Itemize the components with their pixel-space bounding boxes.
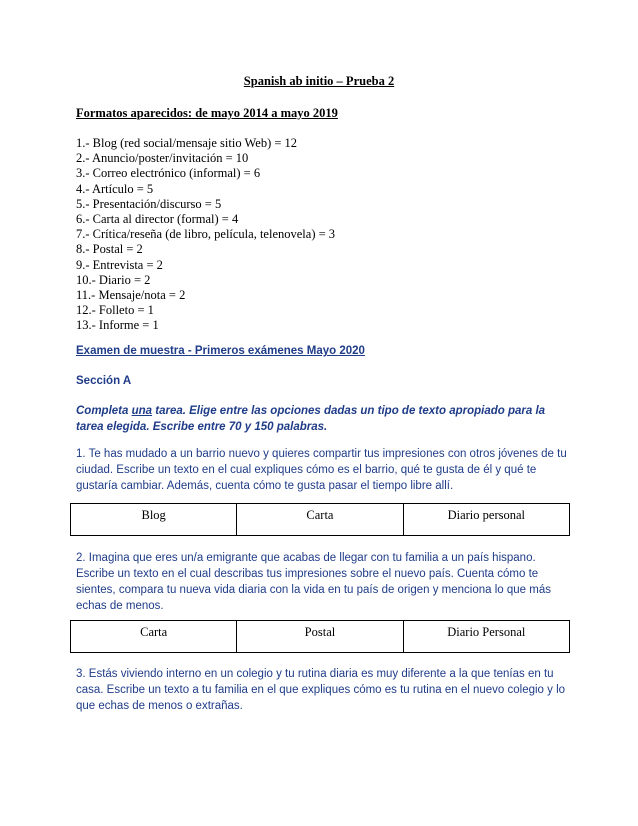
table-row [71, 621, 570, 653]
table-cell: Diario Personal [403, 621, 569, 653]
table-cell: Blog [71, 504, 237, 536]
instructions [76, 403, 566, 435]
task-1-text: 1. Te has mudado a un barrio nuevo y quieres compartir tus impresiones con otros jóvenes de tu ciudad. Escribe un texto en el cual expliques cómo es el barrio, qué te gusta de él y qué te gustaría cambiar. Además, cuenta cómo te gusta pasar el tiempo libre allí. [76, 448, 567, 492]
instruction-pre: Completa [76, 405, 132, 417]
list-item: 9.- Entrevista = 2 [76, 257, 163, 272]
list-item: 8.- Postal = 2 [76, 242, 143, 257]
list-item: 2.- Anuncio/poster/invitación = 10 [76, 151, 249, 166]
list-item: 4.- Artículo = 5 [76, 181, 154, 196]
list-item: 3.- Correo electrónico (informal) = 6 [76, 166, 261, 181]
task-2-options-table [70, 620, 570, 653]
list-item: 13.- Informe = 1 [76, 318, 159, 333]
list-item: 7.- Crítica/reseña (de libro, película, telenovela) = 3 [76, 227, 336, 242]
section-heading: Sección A [76, 375, 132, 387]
instruction-emphasis: una [131, 405, 153, 417]
table-cell: Diario personal [403, 504, 569, 536]
list-item: 5.- Presentación/discurso = 5 [76, 196, 222, 211]
table-cell: Carta [71, 621, 237, 653]
list-item: 1.- Blog (red social/mensaje sitio Web) = 12 [76, 136, 298, 150]
task-3-text: 3. Estás viviendo interno en un colegio y tu rutina diaria es muy diferente a la que tenías en tu casa. Escribe un texto a tu familia en el que expliques cómo es tu rutina en el nuevo colegio y lo que echas de menos o extrañas. [76, 668, 566, 712]
task-1-options-table [70, 503, 570, 536]
table-row [71, 504, 570, 536]
list-item: 10.- Diario = 2 [76, 272, 151, 287]
list-item: 11.- Mensaje/nota = 2 [76, 288, 186, 303]
formats-list [76, 136, 335, 334]
instruction-post: tarea. Elige entre las opciones dadas un tipo de texto apropiado para la tarea elegida. Escribe entre 70 y 150 palabras. [76, 405, 546, 433]
task-2-text: 2. Imagina que eres un/a emigrante que acabas de llegar con tu familia a un país hispano. Escribe un texto en el cual describas tus impresiones sobre el nuevo país. Cuenta cómo te sientes, compara tu nueva vida diaria con la vida en tu país de origen y menciona lo que más echas de menos. [76, 552, 551, 612]
list-item: 12.- Folleto = 1 [76, 303, 154, 318]
table-cell: Postal [237, 621, 403, 653]
list-item: 6.- Carta al director (formal) = 4 [76, 212, 239, 227]
table-cell: Carta [237, 504, 403, 536]
exam-heading: Examen de muestra - Primeros exámenes Mayo 2020 [76, 345, 365, 357]
page-title: Spanish ab initio – Prueba 2 [243, 74, 395, 88]
formats-subtitle: Formatos aparecidos: de mayo 2014 a mayo 2019 [76, 106, 338, 120]
